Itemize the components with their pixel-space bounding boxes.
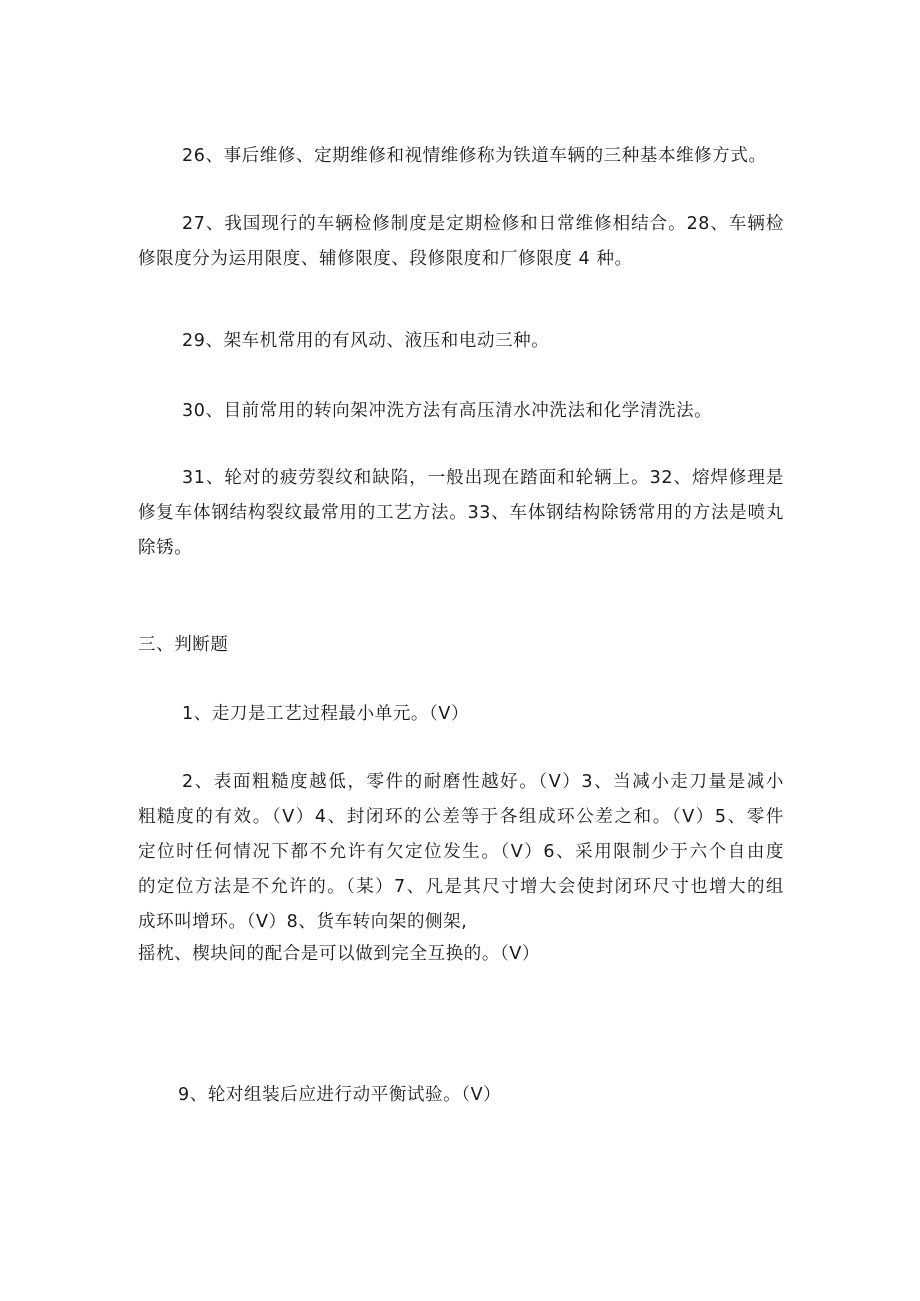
paragraph-line: 2、表面粗糙度越低，零件的耐磨性越好。（V）3、当减小走刀量是减小 [182,772,784,792]
paragraph-27-28 [138,207,784,277]
paragraph-31-33 [138,461,784,566]
paragraph-line: 1、走刀是工艺过程最小单元。（V） [182,704,470,724]
paragraph-line: 成环叫增环。（V）8、货车转向架的侧架, [138,912,468,932]
paragraph-line: 除锈。 [138,538,193,558]
judgement-1 [138,697,784,732]
paragraph-line: 修限度分为运用限度、辅修限度、段修限度和厂修限度 4 种。 [138,249,633,269]
paragraph-line: 定位时任何情况下都不允许有欠定位发生。（V）6、采用限制少于六个自由度 [138,842,784,862]
paragraph-line: 30、目前常用的转向架冲洗方法有高压清水冲洗法和化学清洗法。 [182,401,713,421]
paragraph-30 [138,394,784,429]
paragraph-line: 的定位方法是不允许的。（某）7、凡是其尺寸增大会使封闭环尺寸也增大的组 [138,877,784,897]
paragraph-line: 29、架车机常用的有风动、液压和电动三种。 [182,331,550,351]
paragraph-line: 摇枕、楔块间的配合是可以做到完全互换的。（V） [138,944,541,964]
paragraph-29 [138,324,784,359]
section-heading [138,628,784,663]
paragraph-26 [138,139,784,174]
paragraph-line: 粗糙度的有效。（V）4、封闭环的公差等于各组成环公差之和。（V）5、零件 [138,807,784,827]
paragraph-line: 修复车体钢结构裂纹最常用的工艺方法。33、车体钢结构除锈常用的方法是喷丸 [138,503,784,523]
judgement-2-8 [138,765,784,968]
paragraph-line: 27、我国现行的车辆检修制度是定期检修和日常维修相结合。28、车辆检 [182,214,784,234]
judgement-9 [138,1078,784,1113]
paragraph-line: 31、轮对的疲劳裂纹和缺陷，一般出现在踏面和轮辆上。32、熔焊修理是 [182,468,784,488]
section-heading-text: 三、判断题 [138,635,229,655]
paragraph-line: 26、事后维修、定期维修和视情维修称为铁道车辆的三种基本维修方式。 [182,146,767,166]
paragraph-line: 9、轮对组装后应进行动平衡试验。（V） [178,1085,502,1105]
